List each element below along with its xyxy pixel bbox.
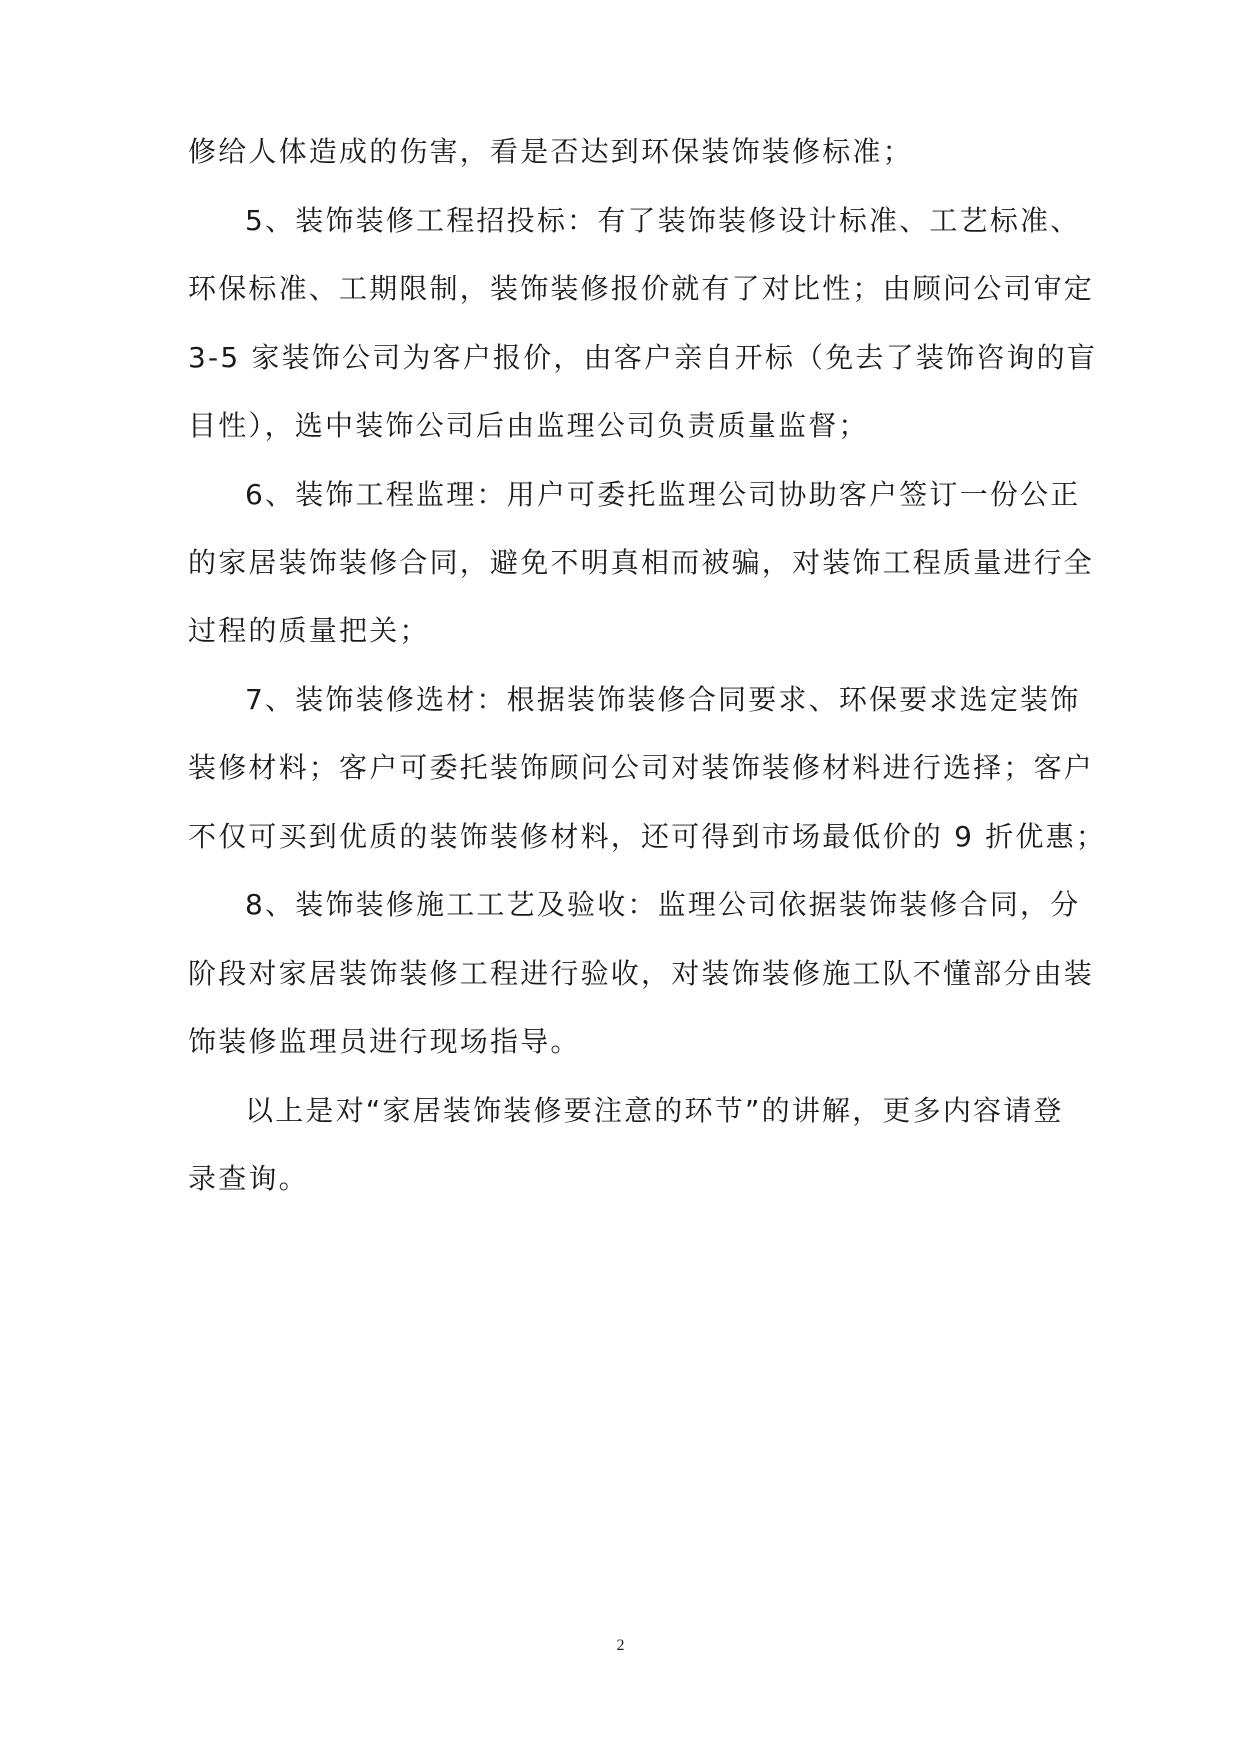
paragraph-line: 7、装饰装修选材：根据装饰装修合同要求、环保要求选定装饰 xyxy=(245,683,1081,716)
paragraph-line: 装修材料；客户可委托装饰顾问公司对装饰装修材料进行选择；客户 xyxy=(188,751,1095,784)
paragraph-line: 不仅可买到优质的装饰装修材料，还可得到市场最低价的 9 折优惠； xyxy=(188,820,1107,853)
paragraph-line: 修给人体造成的伤害，看是否达到环保装饰装修标准； xyxy=(188,135,913,168)
paragraph-line: 3-5 家装饰公司为客户报价，由客户亲自开标（免去了装饰咨询的盲 xyxy=(188,341,1098,374)
paragraph-line: 阶段对家居装饰装修工程进行验收，对装饰装修施工队不懂部分由装 xyxy=(188,957,1095,990)
paragraph-line: 8、装饰装修施工工艺及验收：监理公司依据装饰装修合同，分 xyxy=(245,888,1081,921)
paragraph-line: 录查询。 xyxy=(188,1162,309,1195)
paragraph-line: 目性），选中装饰公司后由监理公司负责质量监督； xyxy=(188,409,869,442)
paragraph-line: 6、装饰工程监理：用户可委托监理公司协助客户签订一份公正 xyxy=(245,478,1081,511)
paragraph-line: 以上是对“家居装饰装修要注意的环节”的讲解，更多内容请登 xyxy=(245,1094,1064,1127)
paragraph-line: 饰装修监理员进行现场指导。 xyxy=(188,1025,581,1058)
page-number: 2 xyxy=(616,1637,625,1654)
paragraph-line: 过程的质量把关； xyxy=(188,614,430,647)
paragraph-line: 环保标准、工期限制，装饰装修报价就有了对比性；由顾问公司审定 xyxy=(188,272,1095,305)
paragraph-line: 5、装饰装修工程招投标：有了装饰装修设计标准、工艺标准、 xyxy=(245,204,1081,237)
paragraph-line: 的家居装饰装修合同，避免不明真相而被骗，对装饰工程质量进行全 xyxy=(188,546,1095,579)
